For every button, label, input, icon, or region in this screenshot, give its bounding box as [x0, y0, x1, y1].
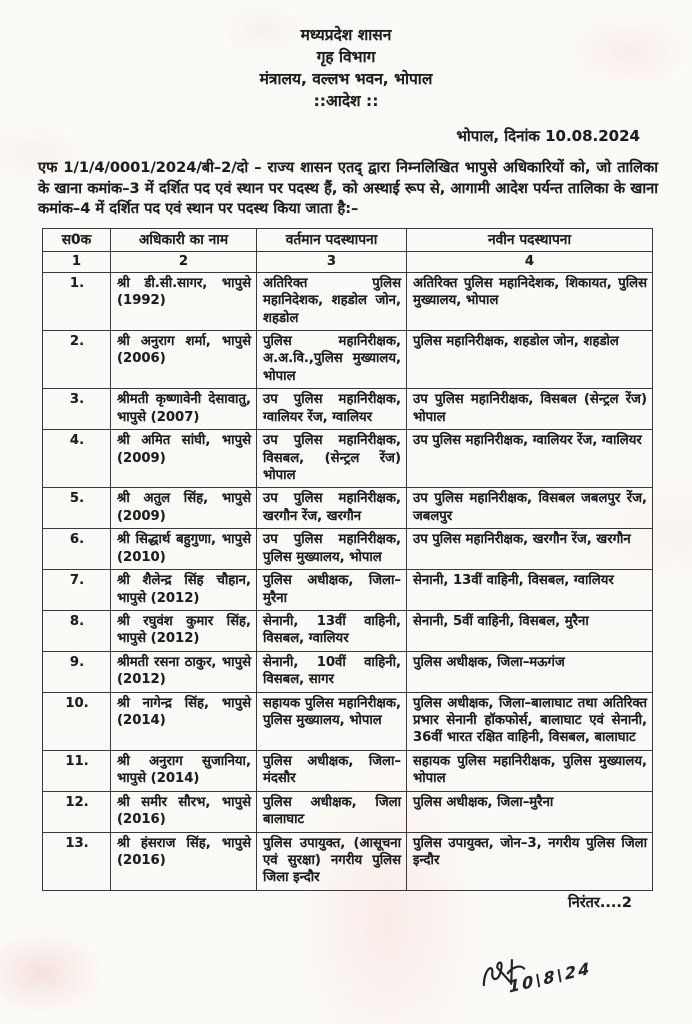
col-number: 3 — [257, 252, 407, 272]
column-number-row — [43, 252, 653, 272]
name-cell: श्रीमती रसना ठाकुर, भापुसे (2012) — [111, 651, 257, 692]
table-header-row — [43, 229, 653, 252]
table-row — [43, 692, 653, 750]
serial-cell: 7. — [43, 570, 111, 611]
serial-cell: 3. — [43, 389, 111, 430]
serial-cell: 5. — [43, 488, 111, 529]
table-row — [43, 832, 653, 890]
table-row — [43, 488, 653, 529]
order-number-paragraph: एफ 1/1/4/0001/2024/बी–2/दो – राज्य शासन एतद् द्वारा निम्नलिखित भापुसे अधिकारियों को, जो तालिका के खाना कमांक–3 में दर्शित पद एवं स्थान पर पदस्थ हैं, को अस्थाई रूप से, आगामी आदेश पर्यन्त तालिका के खाना कमांक–4 में दर्शित पद एवं स्थान पर पदस्थ किया जाता है:– — [38, 159, 658, 218]
serial-cell: 1. — [43, 272, 111, 330]
name-cell: श्री अनुराग सुजानिया, भापुसे (2014) — [111, 750, 257, 791]
new-posting-cell: अतिरिक्त पुलिस महानिदेशक, शिकायत, पुलिस मुख्यालय, भोपाल — [407, 272, 653, 330]
table-row — [43, 430, 653, 488]
table-row — [43, 791, 653, 832]
continuation-note: निरंतर....2 — [567, 894, 632, 911]
current-posting-cell: अतिरिक्त पुलिस महानिदेशक, शहडोल जोन, शहडोल — [257, 272, 407, 330]
name-cell: श्री डी.सी.सागर, भापुसे (1992) — [111, 272, 257, 330]
name-cell: श्री समीर सौरभ, भापुसे (2016) — [111, 791, 257, 832]
current-posting-cell: उप पुलिस महानिरीक्षक, ग्वालियर रेंज, ग्वालियर — [257, 389, 407, 430]
handwritten-signature — [469, 939, 594, 1004]
new-posting-cell: सेनानी, 13वीं वाहिनी, विसबल, ग्वालियर — [407, 570, 653, 611]
current-posting-cell: पुलिस अधीक्षक, जिला–मुरैना — [257, 570, 407, 611]
place-date-line: भोपाल, दिनांक 10.08.2024 — [456, 127, 640, 145]
current-posting-cell: उप पुलिस महानिरीक्षक, पुलिस मुख्यालय, भोपाल — [257, 529, 407, 570]
new-posting-cell: उप पुलिस महानिरीक्षक, खरगौन रेंज, खरगौन — [407, 529, 653, 570]
serial-cell: 6. — [43, 529, 111, 570]
table-row — [43, 750, 653, 791]
current-posting-cell: पुलिस उपायुक्त, (आसूचना एवं सुरक्षा) नगरीय पुलिस जिला इन्दौर — [257, 832, 407, 890]
document-header — [0, 24, 692, 112]
table-row — [43, 529, 653, 570]
serial-cell: 4. — [43, 430, 111, 488]
new-posting-cell: पुलिस अधीक्षक, जिला–मऊगंज — [407, 651, 653, 692]
header-government: मध्यप्रदेश शासन — [300, 26, 392, 44]
handwritten-date: 10\8\24 — [508, 958, 593, 997]
new-posting-cell: उप पुलिस महानिरीक्षक, विसबल (सेन्ट्रल रेंज) भोपाल — [407, 389, 653, 430]
table-row — [43, 389, 653, 430]
table-row — [43, 610, 653, 651]
current-posting-cell: पुलिस अधीक्षक, जिला–मंदसौर — [257, 750, 407, 791]
current-posting-cell: सेनानी, 13वीं वाहिनी, विसबल, ग्वालियर — [257, 610, 407, 651]
name-cell: श्री अमित सांघी, भापुसे (2009) — [111, 430, 257, 488]
name-cell: श्री हंसराज सिंह, भापुसे (2016) — [111, 832, 257, 890]
name-cell: श्री अनुराग शर्मा, भापुसे (2006) — [111, 331, 257, 389]
new-posting-cell: पुलिस उपायुक्त, जोन–3, नगरीय पुलिस जिला इन्दौर — [407, 832, 653, 890]
table-row — [43, 570, 653, 611]
header-department: गृह विभाग — [316, 48, 376, 66]
col-number: 2 — [111, 252, 257, 272]
col-header-current-posting: वर्तमान पदस्थापना — [257, 229, 407, 252]
col-header-officer-name: अधिकारी का नाम — [111, 229, 257, 252]
col-header-new-posting: नवीन पदस्थापना — [407, 229, 653, 252]
col-number: 1 — [43, 252, 111, 272]
new-posting-cell: पुलिस अधीक्षक, जिला–बालाघाट तथा अतिरिक्त प्रभार सेनानी हॉकफोर्स, बालाघाट एवं सेनानी, 36वीं भारत रक्षित वाहिनी, विसबल, बालाघाट — [407, 692, 653, 750]
current-posting-cell: उप पुलिस महानिरीक्षक, विसबल, (सेन्ट्रल रेंज) भोपाल — [257, 430, 407, 488]
current-posting-cell: सहायक पुलिस महानिरीक्षक, पुलिस मुख्यालय, भोपाल — [257, 692, 407, 750]
name-cell: श्री रघुवंश कुमार सिंह, भापुसे (2012) — [111, 610, 257, 651]
name-cell: श्री शैलेन्द्र सिंह चौहान, भापुसे (2012) — [111, 570, 257, 611]
serial-cell: 11. — [43, 750, 111, 791]
current-posting-cell: सेनानी, 10वीं वाहिनी, विसबल, सागर — [257, 651, 407, 692]
table-row — [43, 651, 653, 692]
new-posting-cell: उप पुलिस महानिरीक्षक, विसबल जबलपुर रेंज, जबलपुर — [407, 488, 653, 529]
serial-cell: 2. — [43, 331, 111, 389]
table-row — [43, 272, 653, 330]
serial-cell: 13. — [43, 832, 111, 890]
serial-cell: 12. — [43, 791, 111, 832]
name-cell: श्री सिद्धार्थ बहुगुणा, भापुसे (2010) — [111, 529, 257, 570]
new-posting-cell: पुलिस महानिरीक्षक, शहडोल जोन, शहडोल — [407, 331, 653, 389]
current-posting-cell: उप पुलिस महानिरीक्षक, खरगौन रेंज, खरगौन — [257, 488, 407, 529]
new-posting-cell: सेनानी, 5वीं वाहिनी, विसबल, मुरैना — [407, 610, 653, 651]
current-posting-cell: पुलिस महानिरीक्षक, अ.अ.वि.,पुलिस मुख्यालय, भोपाल — [257, 331, 407, 389]
table-row — [43, 331, 653, 389]
col-number: 4 — [407, 252, 653, 272]
new-posting-cell: उप पुलिस महानिरीक्षक, ग्वालियर रेंज, ग्वालियर — [407, 430, 653, 488]
header-address: मंत्रालय, वल्लभ भवन, भोपाल — [259, 70, 433, 88]
current-posting-cell: पुलिस अधीक्षक, जिला बालाघाट — [257, 791, 407, 832]
new-posting-cell: पुलिस अधीक्षक, जिला–मुरैना — [407, 791, 653, 832]
header-order-title: ::आदेश :: — [313, 92, 379, 110]
col-header-serial: स0क — [43, 229, 111, 252]
officers-transfer-table — [42, 228, 653, 891]
new-posting-cell: सहायक पुलिस महानिरीक्षक, पुलिस मुख्यालय, भोपाल — [407, 750, 653, 791]
name-cell: श्री नागेन्द्र सिंह, भापुसे (2014) — [111, 692, 257, 750]
serial-cell: 10. — [43, 692, 111, 750]
name-cell: श्रीमती कृष्णावेनी देसावातु, भापुसे (2007) — [111, 389, 257, 430]
serial-cell: 9. — [43, 651, 111, 692]
name-cell: श्री अतुल सिंह, भापुसे (2009) — [111, 488, 257, 529]
serial-cell: 8. — [43, 610, 111, 651]
